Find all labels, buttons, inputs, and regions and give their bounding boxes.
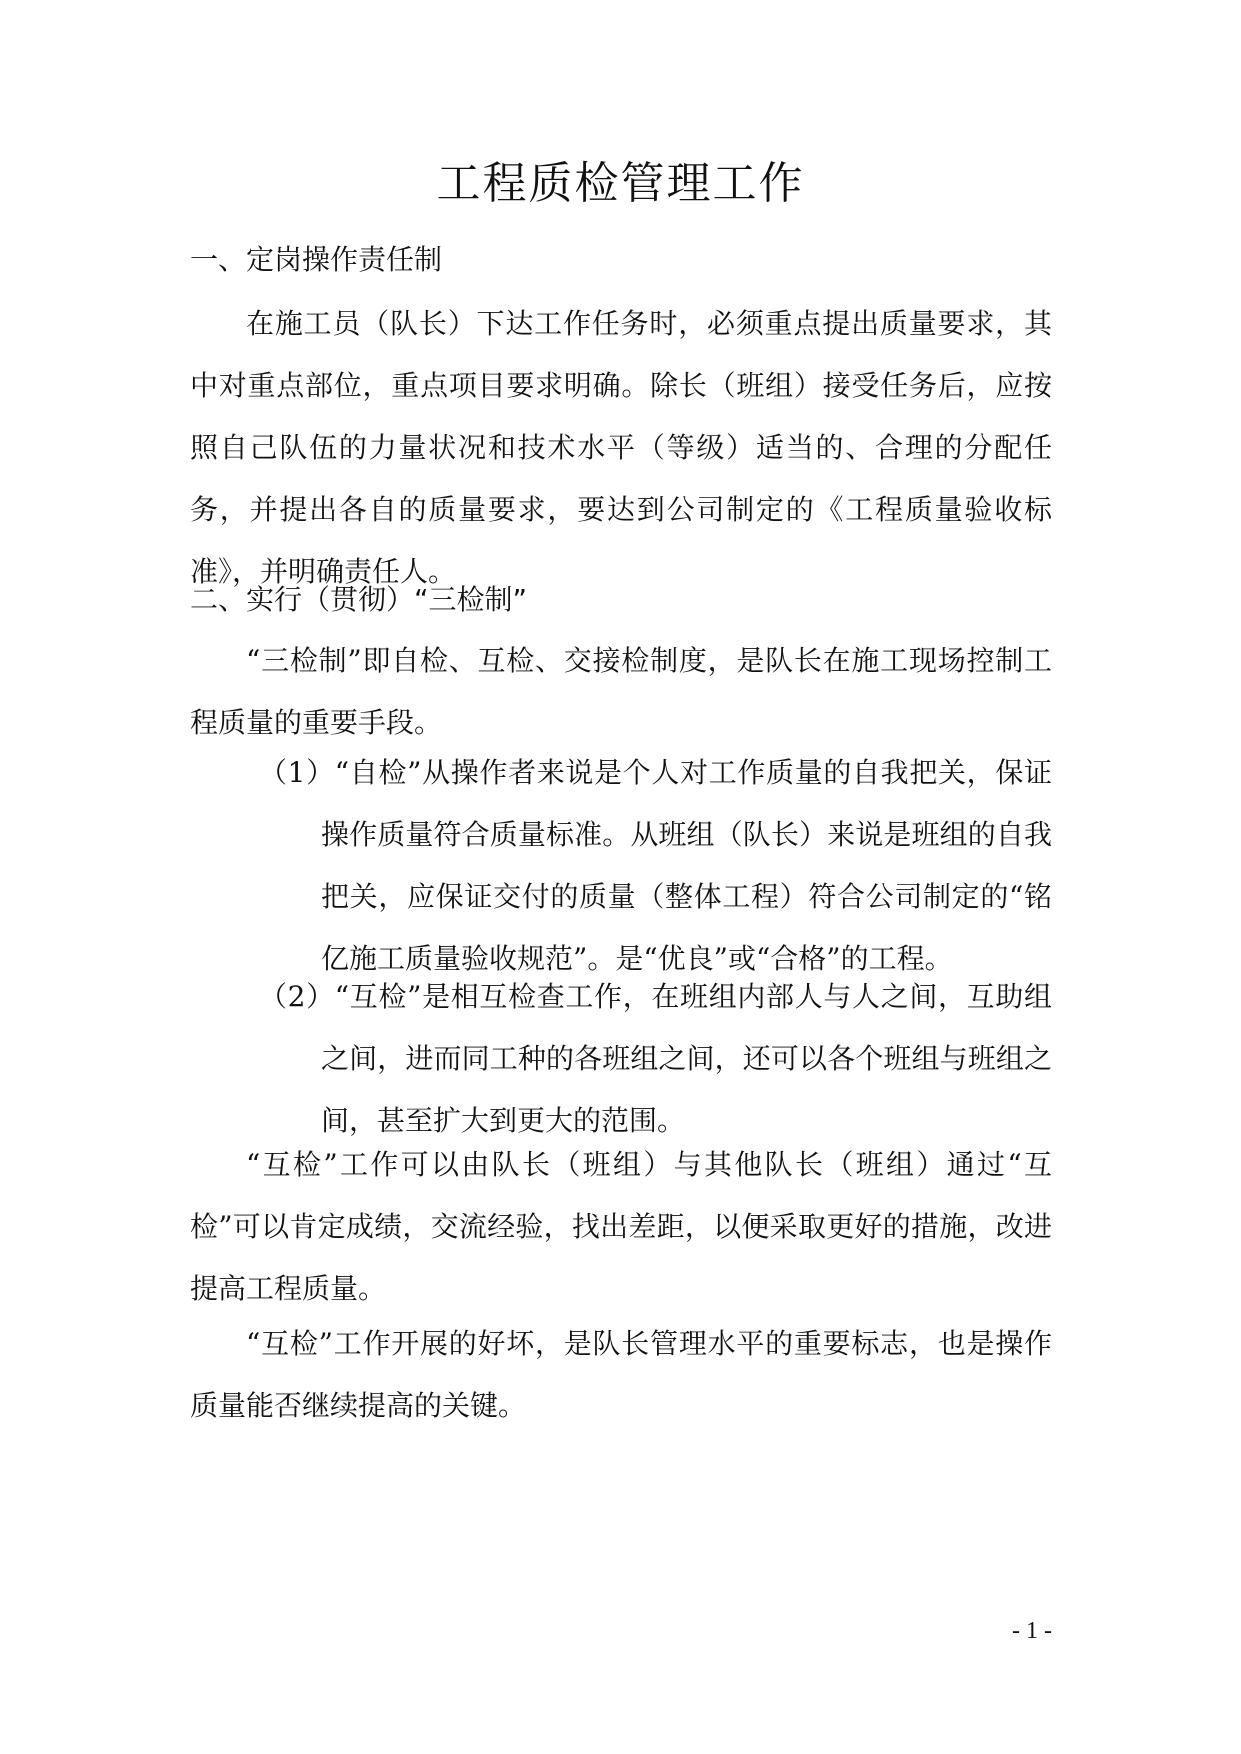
page-number: - 1 - bbox=[1012, 1618, 1052, 1644]
list-item-mutual-check: （2）“互检”是相互检查工作，在班组内部人与人之间，互助组之间，进而同工种的各班组之间，还可以各个班组与班组之间，甚至扩大到更大的范围。 bbox=[259, 980, 1052, 1137]
document-title: 工程质检管理工作 bbox=[436, 158, 805, 209]
section-2-paragraph-2: “互检”工作开展的好坏，是队长管理水平的重要标志，也是操作质量能否继续提高的关键。 bbox=[190, 1327, 1052, 1422]
section-heading-1: 一、定岗操作责任制 bbox=[190, 243, 443, 276]
section-2-intro: “三检制”即自检、互检、交接检制度，是队长在施工现场控制工程质量的重要手段。 bbox=[190, 644, 1052, 739]
section-2-paragraph-1: “互检”工作可以由队长（班组）与其他队长（班组）通过“互检”可以肯定成绩，交流经验，找出差距，以便采取更好的措施，改进提高工程质量。 bbox=[190, 1148, 1052, 1305]
section-heading-2: 二、实行（贯彻）“三检制” bbox=[190, 583, 528, 616]
list-item-self-check: （1）“自检”从操作者来说是个人对工作质量的自我把关，保证操作质量符合质量标准。从班组（队长）来说是班组的自我把关，应保证交付的质量（整体工程）符合公司制定的“铭亿施工质量验收规范”。是“优良”或“合格”的工程。 bbox=[259, 756, 1052, 975]
section-1-paragraph: 在施工员（队长）下达工作任务时，必须重点提出质量要求，其中对重点部位，重点项目要求明确。除长（班组）接受任务后，应按照自己队伍的力量状况和技术水平（等级）适当的、合理的分配任务，并提出各自的质量要求，要达到公司制定的《工程质量验收标准》，并明确责任人。 bbox=[190, 307, 1052, 588]
